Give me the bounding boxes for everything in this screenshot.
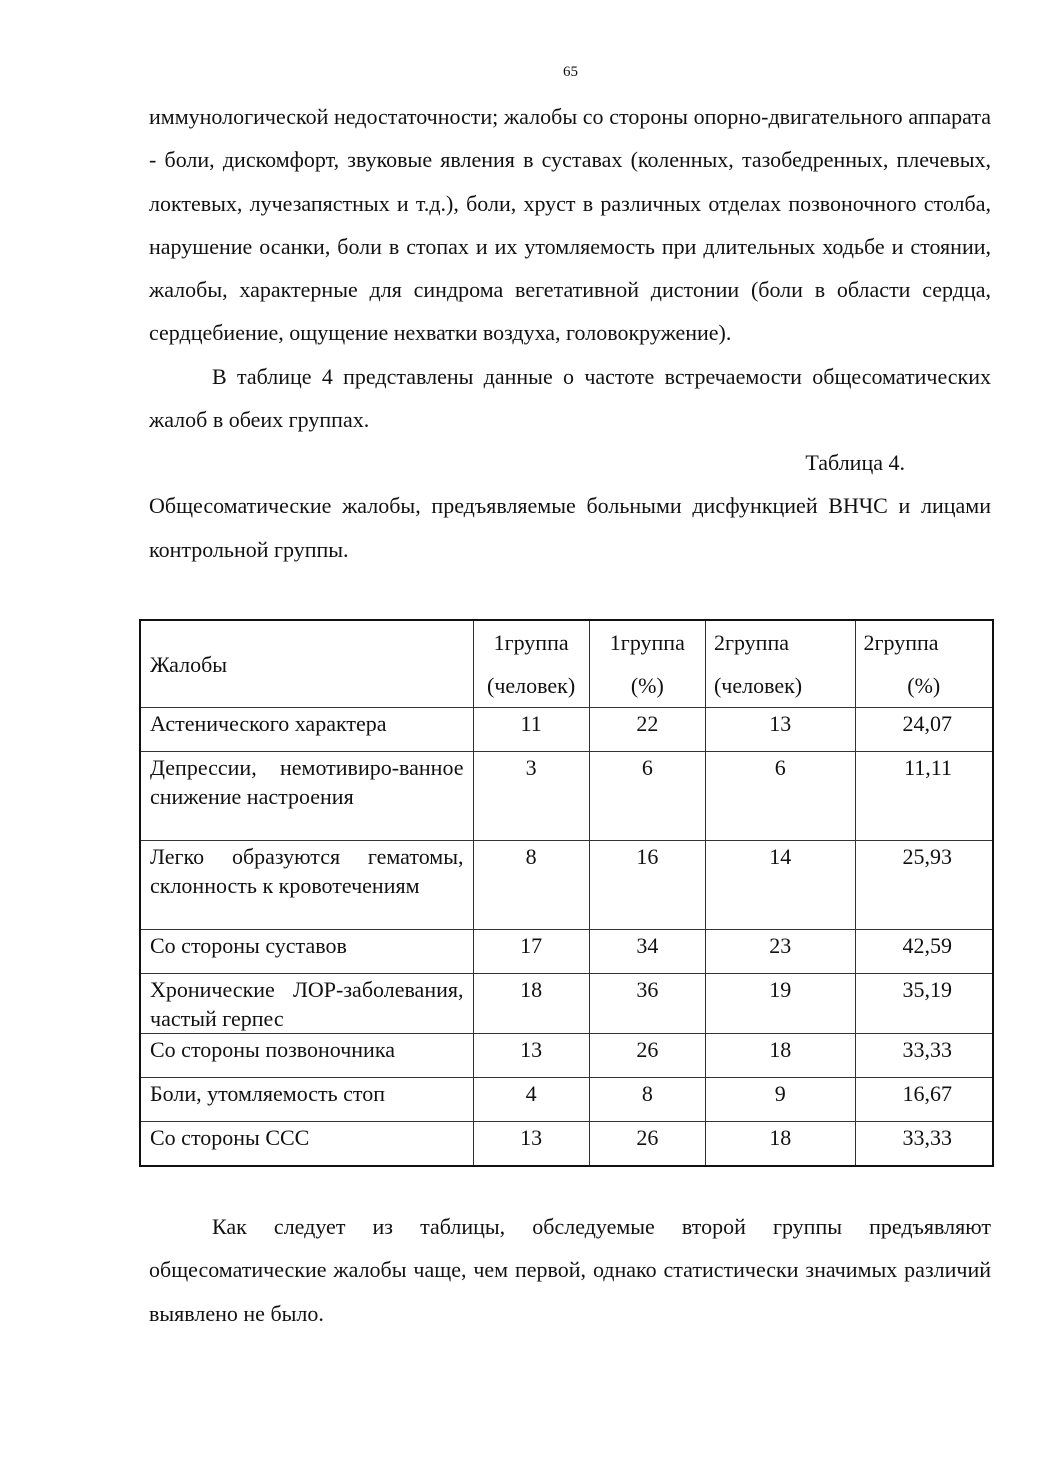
cell-group1-percent: 34	[589, 930, 705, 974]
cell-group2-count: 18	[705, 1122, 855, 1167]
header-group2-percent	[855, 620, 993, 708]
row-label: Со стороны позвоночника	[140, 1034, 473, 1078]
row-label: Боли, утомляемость стоп	[140, 1078, 473, 1122]
cell-group1-percent: 26	[589, 1034, 705, 1078]
paragraph-conclusion: Как следует из таблицы, обследуемые второй группы предъявляют общесоматические жалобы чаще, чем первой, однако статистически значимых различий выявлено не было.	[149, 1214, 991, 1326]
cell-group2-percent: 16,67	[855, 1078, 993, 1122]
header-complaints: Жалобы	[140, 620, 473, 708]
row-label: Хронические ЛОР-заболевания, частый герпес	[140, 974, 473, 1034]
header-group2-count-line2: (человек)	[713, 673, 803, 698]
table-caption: Общесоматические жалобы, предъявляемые больными дисфункцией ВНЧС и лицами контрольной группы.	[149, 493, 991, 562]
cell-group2-count: 14	[705, 841, 855, 930]
complaints-table	[139, 619, 994, 1167]
cell-group2-percent: 33,33	[855, 1034, 993, 1078]
cell-group2-percent: 33,33	[855, 1122, 993, 1167]
cell-group2-count: 23	[705, 930, 855, 974]
header-group2-count	[705, 620, 855, 708]
row-label: Астенического характера	[140, 708, 473, 752]
table-row	[140, 708, 993, 752]
cell-group2-percent: 42,59	[855, 930, 993, 974]
page-number: 65	[563, 64, 578, 80]
header-group2-count-line1: 2группа	[713, 630, 789, 655]
header-group1-percent-line1: 1группа	[609, 630, 685, 655]
cell-group2-percent: 24,07	[855, 708, 993, 752]
cell-group1-percent: 6	[589, 752, 705, 841]
cell-group1-percent: 36	[589, 974, 705, 1034]
table-row	[140, 974, 993, 1034]
body-text	[149, 95, 991, 571]
header-group1-count	[473, 620, 589, 708]
table-header-row	[140, 620, 993, 708]
cell-group1-count: 13	[473, 1122, 589, 1167]
cell-group1-percent: 26	[589, 1122, 705, 1167]
conclusion-block	[149, 1205, 991, 1335]
table-row	[140, 752, 993, 841]
cell-group2-count: 9	[705, 1078, 855, 1122]
header-group1-count-line2: (человек)	[487, 673, 576, 698]
header-group2-percent-line2: (%)	[907, 673, 941, 698]
paragraph-table-reference: В таблице 4 представлены данные о частоте встречаемости общесоматических жалоб в обеих группах.	[149, 363, 991, 433]
cell-group2-count: 13	[705, 708, 855, 752]
row-label: Легко образуются гематомы, склонность к кровотечениям	[140, 841, 473, 930]
row-label: Со стороны ССС	[140, 1122, 473, 1167]
row-label: Со стороны суставов	[140, 930, 473, 974]
cell-group1-count: 4	[473, 1078, 589, 1122]
table-row	[140, 930, 993, 974]
table-row	[140, 1122, 993, 1167]
paragraph-intro: иммунологической недостаточности; жалобы со стороны опорно-двигательного аппарата - боли, дискомфорт, звуковые явления в суставах (коленных, тазобедренных, плечевых, локтевых, лучезапястных и т.д.), боли, хруст в различных отделах позвоночного столба, нарушение осанки, боли в стопах и их утомляемость при длительных ходьбе и стоянии, жалобы, характерные для синдрома вегетативной дистонии (боли в области сердца, сердцебиение, ощущение нехватки воздуха, головокружение).	[149, 104, 991, 346]
header-group1-percent	[589, 620, 705, 708]
cell-group1-count: 11	[473, 708, 589, 752]
row-label: Депрессии, немотивиро-ванное снижение настроения	[140, 752, 473, 841]
cell-group1-count: 3	[473, 752, 589, 841]
cell-group1-count: 8	[473, 841, 589, 930]
cell-group1-count: 18	[473, 974, 589, 1034]
cell-group1-count: 17	[473, 930, 589, 974]
table-row	[140, 1078, 993, 1122]
cell-group1-percent: 16	[589, 841, 705, 930]
cell-group2-count: 19	[705, 974, 855, 1034]
cell-group1-percent: 8	[589, 1078, 705, 1122]
header-group2-percent-line1: 2группа	[863, 630, 939, 655]
table-row	[140, 841, 993, 930]
header-group1-percent-line2: (%)	[630, 673, 664, 698]
table-number-label: Таблица 4.	[805, 450, 905, 476]
cell-group2-count: 6	[705, 752, 855, 841]
header-group1-count-line1: 1группа	[493, 630, 569, 655]
cell-group1-count: 13	[473, 1034, 589, 1078]
table-row	[140, 1034, 993, 1078]
cell-group2-percent: 25,93	[855, 841, 993, 930]
cell-group2-count: 18	[705, 1034, 855, 1078]
cell-group2-percent: 35,19	[855, 974, 993, 1034]
cell-group1-percent: 22	[589, 708, 705, 752]
cell-group2-percent: 11,11	[855, 752, 993, 841]
